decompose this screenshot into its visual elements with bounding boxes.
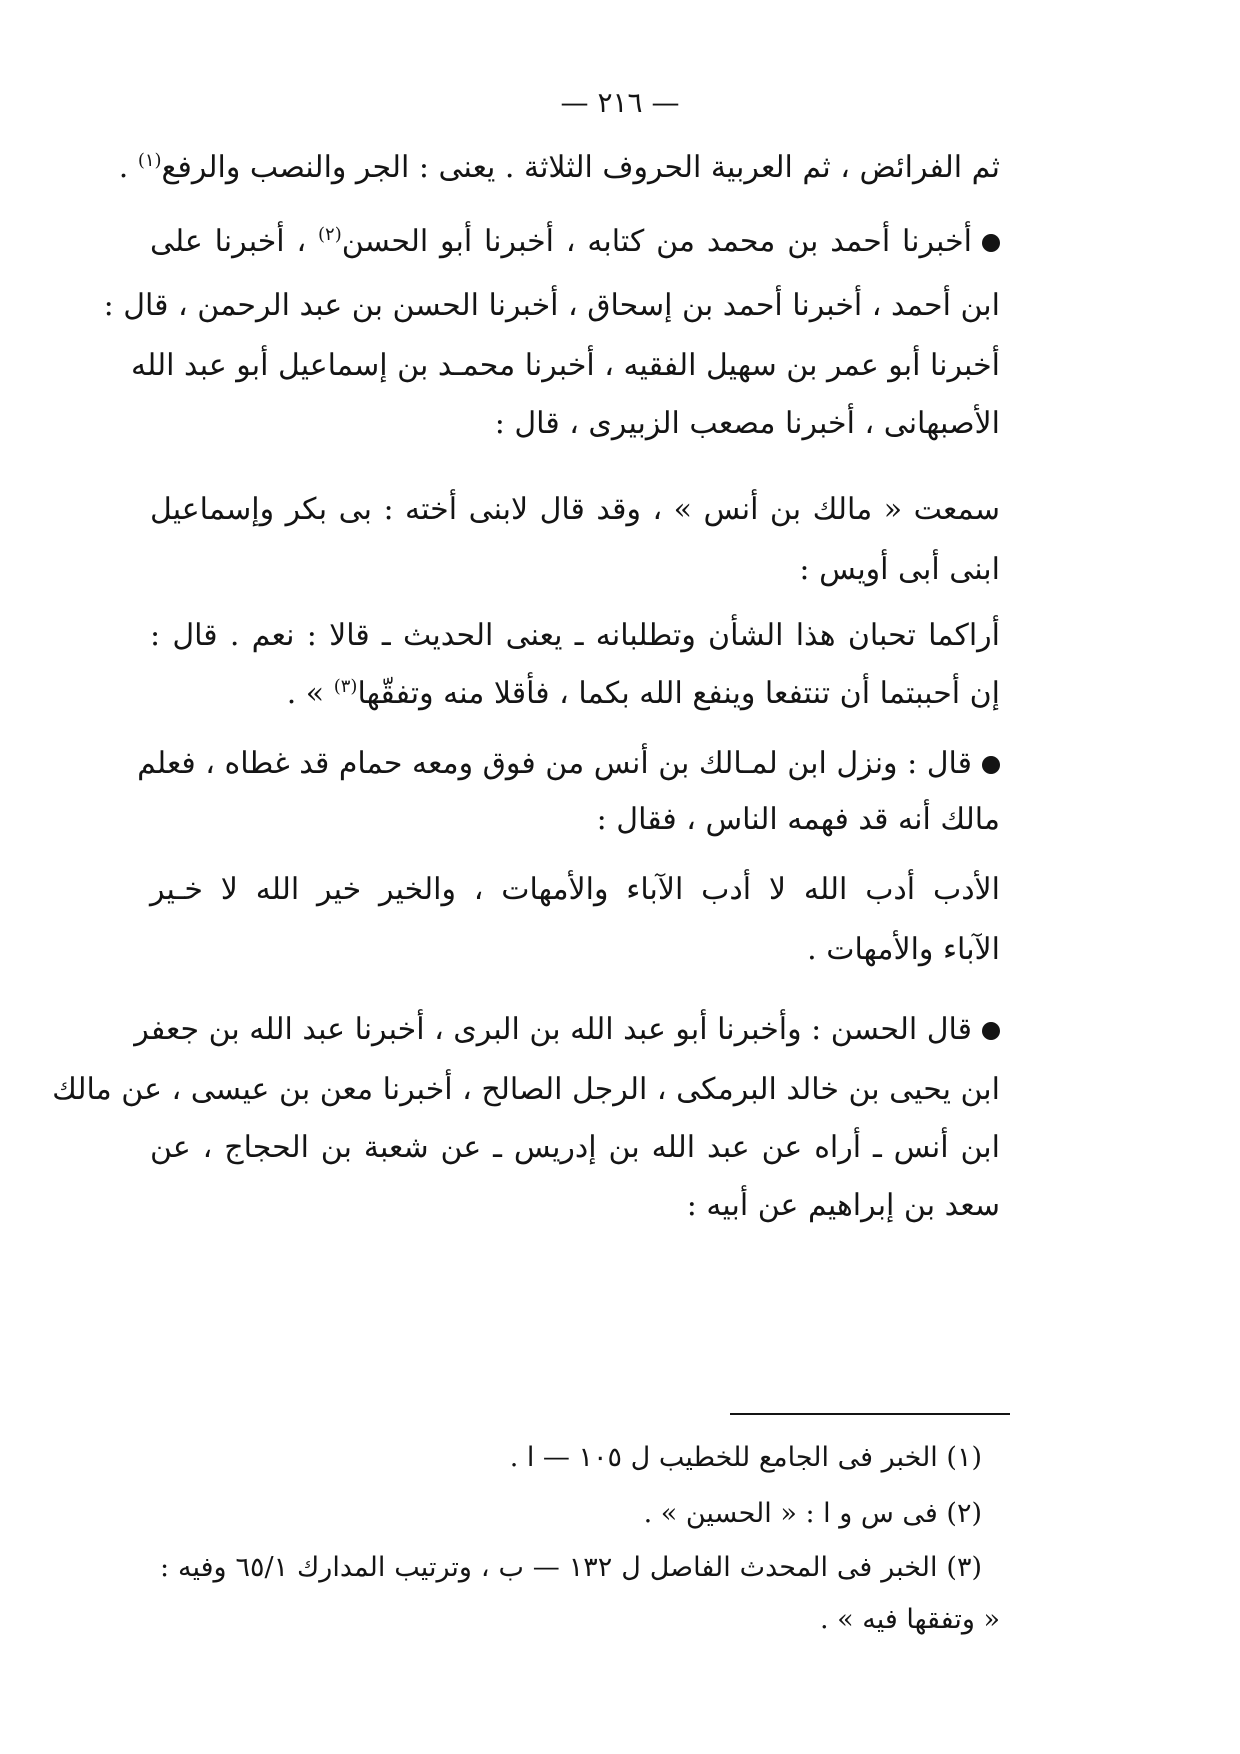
text-line-9 xyxy=(150,674,1000,714)
footnote-2: (٢) فى س و ا : « الحسين » . xyxy=(643,1498,982,1529)
text-segment: . xyxy=(118,150,138,185)
text-segment: إن أحببتما أن تنتفعا وينفع الله بكما ، فأقلا منه وتفقّها xyxy=(357,676,1000,711)
text-segment: ثم الفرائض ، ثم العربية الحروف الثلاثة . يعنى : الجر والنصب والرفع xyxy=(161,150,1000,185)
text-line-2 xyxy=(150,222,1000,262)
text-line-14 xyxy=(134,1010,1000,1050)
footnote-ref-2: (٢) xyxy=(318,224,342,245)
text-line-3: ابن أحمد ، أخبرنا أحمد بن إسحاق ، أخبرنا الحسن بن عبد الرحمن ، قال : xyxy=(103,288,1000,323)
footnote-ref-1: (١) xyxy=(137,150,162,171)
text-line-4: أخبرنا أبو عمر بن سهيل الفقيه ، أخبرنا محمـد بن إسماعيل أبو عبد الله xyxy=(131,348,1000,383)
text-line-13: الآباء والأمهات . xyxy=(807,932,1000,967)
text-segment: أخبرنا أحمد بن محمد من كتابه ، أخبرنا أبو الحسن xyxy=(341,224,972,259)
bullet-icon xyxy=(982,1022,1000,1040)
footnote-1: (١) الخبر فى الجامع للخطيب ل ١٠٥ — ا . xyxy=(509,1442,982,1473)
text-line-7: ابنى أبى أويس : xyxy=(799,552,1000,587)
text-line-10 xyxy=(137,744,1000,784)
text-segment: ، أخبرنا على xyxy=(150,224,318,259)
text-line-12: الأدب أدب الله لا أدب الآباء والأمهات ، والخير خير الله لا خـير xyxy=(150,872,1000,907)
bullet-icon xyxy=(982,756,1000,774)
text-line-5: الأصبهانى ، أخبرنا مصعب الزبيرى ، قال : xyxy=(494,406,1000,441)
text-line-6: سمعت « مالك بن أنس » ، وقد قال لابنى أخته : بى بكر وإسماعيل xyxy=(150,492,1000,527)
text-segment: » . xyxy=(286,676,334,711)
text-line-1 xyxy=(118,148,1000,188)
text-line-15: ابن يحيى بن خالد البرمكى ، الرجل الصالح ، أخبرنا معن بن عيسى ، عن مالك xyxy=(52,1072,1000,1107)
text-line-11: مالك أنه قد فهمه الناس ، فقال : xyxy=(596,802,1000,837)
page-number: — ٢١٦ — xyxy=(560,86,680,119)
text-line-16: ابن أنس ـ أراه عن عبد الله بن إدريس ـ عن شعبة بن الحجاج ، عن xyxy=(150,1130,1000,1165)
text-segment: قال الحسن : وأخبرنا أبو عبد الله بن البرى ، أخبرنا عبد الله بن جعفر xyxy=(134,1012,972,1047)
footnote-3-continued: « وتفقها فيه » . xyxy=(819,1604,1000,1635)
footnote-divider xyxy=(730,1413,1010,1415)
text-line-8: أراكما تحبان هذا الشأن وتطلبانه ـ يعنى الحديث ـ قالا : نعم . قال : xyxy=(150,618,1000,653)
text-segment: قال : ونزل ابن لمـالك بن أنس من فوق ومعه حمام قد غطاه ، فعلم xyxy=(137,746,972,781)
text-line-17: سعد بن إبراهيم عن أبيه : xyxy=(686,1188,1000,1223)
bullet-icon xyxy=(982,234,1000,252)
footnote-ref-3: (٣) xyxy=(333,676,358,697)
footnote-3: (٣) الخبر فى المحدث الفاصل ل ١٣٢ — ب ، وترتيب المدارك ٦٥/١ وفيه : xyxy=(160,1552,982,1583)
